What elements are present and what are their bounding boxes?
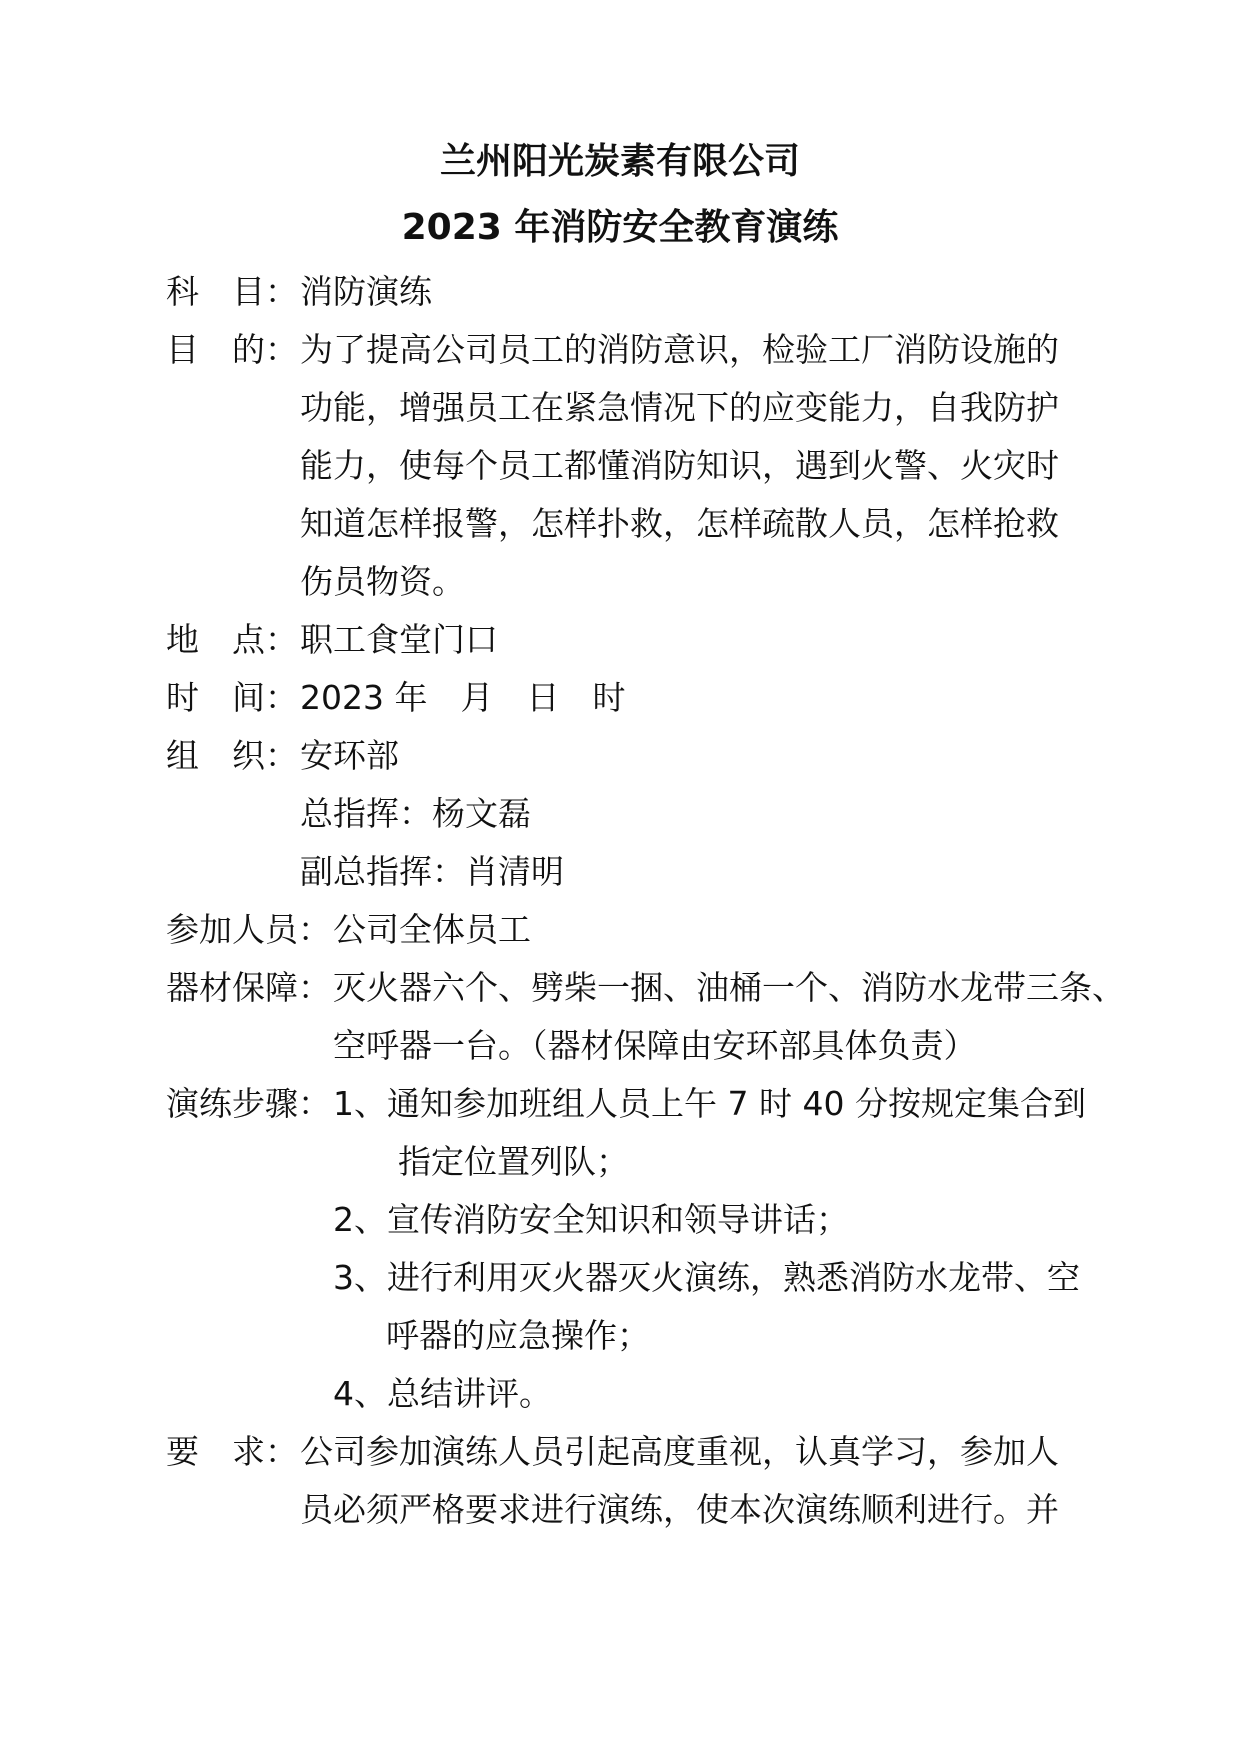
step-item: 4、总结讲评。	[333, 1374, 552, 1413]
location-label: 地 点：	[166, 620, 298, 659]
purpose-line: 伤员物资。	[300, 562, 465, 601]
step-item: 1、通知参加班组人员上午 7 时 40 分按规定集合到	[333, 1084, 1086, 1123]
document-title: 2023 年消防安全教育演练	[401, 207, 839, 248]
purpose-line: 能力，使每个员工都懂消防知识，遇到火警、火灾时	[300, 446, 1059, 485]
subject-label: 科 目：	[166, 272, 298, 311]
purpose-line: 为了提高公司员工的消防意识，检验工厂消防设施的	[300, 330, 1059, 369]
step-item: 2、宣传消防安全知识和领导讲话；	[333, 1200, 849, 1239]
time-label: 时 间：	[166, 678, 298, 717]
organization-label: 组 织：	[166, 736, 298, 775]
equipment-label: 器材保障：	[166, 968, 331, 1007]
deputy-commander: 副总指挥：肖清明	[300, 852, 564, 891]
purpose-line: 知道怎样报警，怎样扑救，怎样疏散人员，怎样抢救	[300, 504, 1059, 543]
purpose-line: 功能，增强员工在紧急情况下的应变能力，自我防护	[300, 388, 1059, 427]
subject-value: 消防演练	[300, 272, 432, 311]
requirements-line: 员必须严格要求进行演练，使本次演练顺利进行。并	[300, 1490, 1059, 1529]
step-item: 3、进行利用灭火器灭火演练，熟悉消防水龙带、空	[333, 1258, 1080, 1297]
location-value: 职工食堂门口	[300, 620, 498, 659]
step-item-continuation: 指定位置列队；	[398, 1142, 629, 1181]
company-title: 兰州阳光炭素有限公司	[439, 141, 800, 182]
participants-value: 公司全体员工	[333, 910, 531, 949]
equipment-line: 灭火器六个、劈柴一捆、油桶一个、消防水龙带三条、	[333, 968, 1125, 1007]
participants-label: 参加人员：	[166, 910, 331, 949]
requirements-line: 公司参加演练人员引起高度重视，认真学习，参加人	[300, 1432, 1059, 1471]
commander: 总指挥：杨文磊	[300, 794, 531, 833]
time-value: 2023 年 月 日 时	[300, 678, 626, 717]
steps-label: 演练步骤：	[166, 1084, 331, 1123]
purpose-label: 目 的：	[166, 330, 298, 369]
equipment-line: 空呼器一台。（器材保障由安环部具体负责）	[333, 1026, 977, 1065]
organization-value: 安环部	[300, 736, 399, 775]
step-item-continuation: 呼器的应急操作；	[386, 1316, 650, 1355]
requirements-label: 要 求：	[166, 1432, 298, 1471]
